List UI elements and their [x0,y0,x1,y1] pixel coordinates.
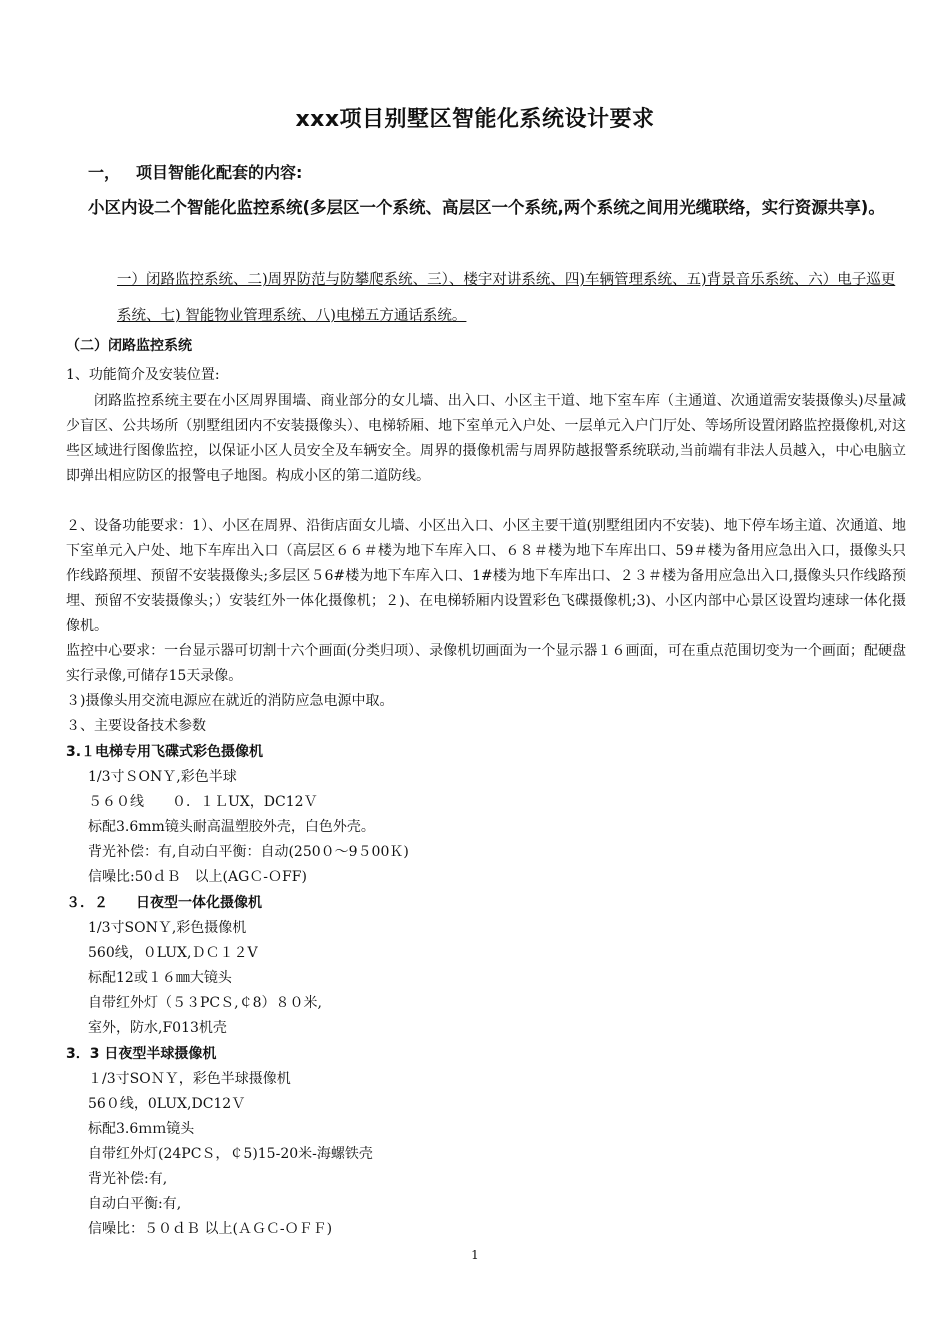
equipment-requirements-paragraph: ２、设备功能要求：1）、小区在周界、沿街店面女儿墙、小区出入口、小区主要干道(别墅组团内不安装)、地下停车场主道、次通道、地下室单元入户处、地下车库出入口（高层区６６＃楼为地下车库入口、６８＃楼为地下车库出口、59＃楼为备用应急出入口，摄像头只作线路预埋、预留不安装摄像头;多层区５6#楼为地下车库入口、1#楼为地下车库出口、２３＃楼为备用应急出入口,摄像头只作线路预埋、预留不安装摄像头；）安装红外一体化摄像机；２)、在电梯轿厢内设置彩色飞碟摄像机;3)、小区内部中心景区设置均速球一体化摄像机。 [66,518,906,634]
equipment-spec: 56０线，0LUX,DC12Ｖ [88,1096,246,1112]
equipment-spec: 自带红外灯(24PCＳ，￠5)15-20米-海螺铁壳 [88,1146,373,1162]
equipment-spec: 1/3寸ＳONＹ,彩色半球 [88,769,237,785]
power-requirement: ３)摄像头用交流电源应在就近的消防应急电源中取。 [66,693,394,709]
monitor-center-paragraph: 监控中心要求：一台显示器可切割十六个画面(分类归项）、录像机切画面为一个显示器１６画面，可在重点范围切变为一个画面；配硬盘实行录像,可储存15天录像。 [66,643,906,684]
equipment-spec: 1/3寸SONＹ,彩色摄像机 [88,920,247,936]
params-title: ３、主要设备技术参数 [66,718,206,734]
equipment-spec: ５６０线 ０．１ＬUX，DC12Ｖ [88,794,318,810]
equipment-spec: 室外，防水,F013机壳 [88,1020,227,1036]
intro-paragraph: 小区内设二个智能化监控系统(多层区一个系统、高层区一个系统,两个系统之间用光缆联络，实行资源共享)。 [88,198,885,217]
equipment-spec: １/3寸SOＮＹ，彩色半球摄像机 [88,1071,291,1087]
systems-list [117,262,902,334]
equipment-spec: 标配3.6ｍｍ镜头 [88,1121,195,1137]
equipment-spec: 信噪比：５０ｄＢ 以上(ＡＧＣ-ＯＦＦ) [88,1221,333,1237]
function-title: 1、功能简介及安装位置: [66,367,220,383]
equipment-heading: 3．3 日夜型半球摄像机 [66,1046,217,1062]
equipment-spec: 标配12或１６㎜大镜头 [88,970,232,986]
section-heading-1 [88,160,302,183]
equipment-spec: 背光补偿：有,自动白平衡：自动(250０～9５00Ｋ) [88,844,409,860]
equipment-spec: 标配3.6mm镜头耐高温塑胶外壳，白色外壳。 [88,819,375,835]
equipment-heading: 3.１电梯专用飞碟式彩色摄像机 [66,744,264,760]
equipment-spec: 背光补偿:有, [88,1171,168,1187]
equipment-spec: 560线，０LUX,ＤＣ１２V [88,945,258,961]
section-heading-text: 项目智能化配套的内容: [136,163,303,182]
systems-list-text: 一）闭路监控系统、二)周界防范与防攀爬系统、三）、楼宇对讲系统、四)车辆管理系统、五)背景音乐系统、六）电子巡更系统、七) 智能物业管理系统、八)电梯五方通话系统。 [117,272,896,324]
page-number: 1 [471,1248,479,1262]
section-heading-2: （二）闭路监控系统 [66,338,192,354]
section-number: 一， [88,163,121,182]
equipment-spec: 自带红外灯（５３PCＳ,￠8）８０米, [88,995,322,1011]
equipment-heading: ３．２ 日夜型一体化摄像机 [66,895,262,911]
equipment-spec: 自动白平衡:有, [88,1196,182,1212]
function-paragraph: 闭路监控系统主要在小区周界围墙、商业部分的女儿墙、出入口、小区主干道、地下室车库（主通道、次通道需安装摄像头)尽量减少盲区、公共场所（别墅组团内不安装摄像头）、电梯轿厢、地下室单元入户处、一层单元入户门厅处、等场所设置闭路监控摄像机,对这些区域进行图像监控，以保证小区人员安全及车辆安全。周界的摄像机需与周界防越报警系统联动,当前端有非法人员越入，中心电脑立即弹出相应防区的报警电子地图。构成小区的第二道防线。 [66,393,906,484]
equipment-spec: 信噪比:50ｄＢ 以上(AGＣ-ＯFF) [88,869,307,885]
document-title: xxx项目别墅区智能化系统设计要求 [295,107,655,132]
